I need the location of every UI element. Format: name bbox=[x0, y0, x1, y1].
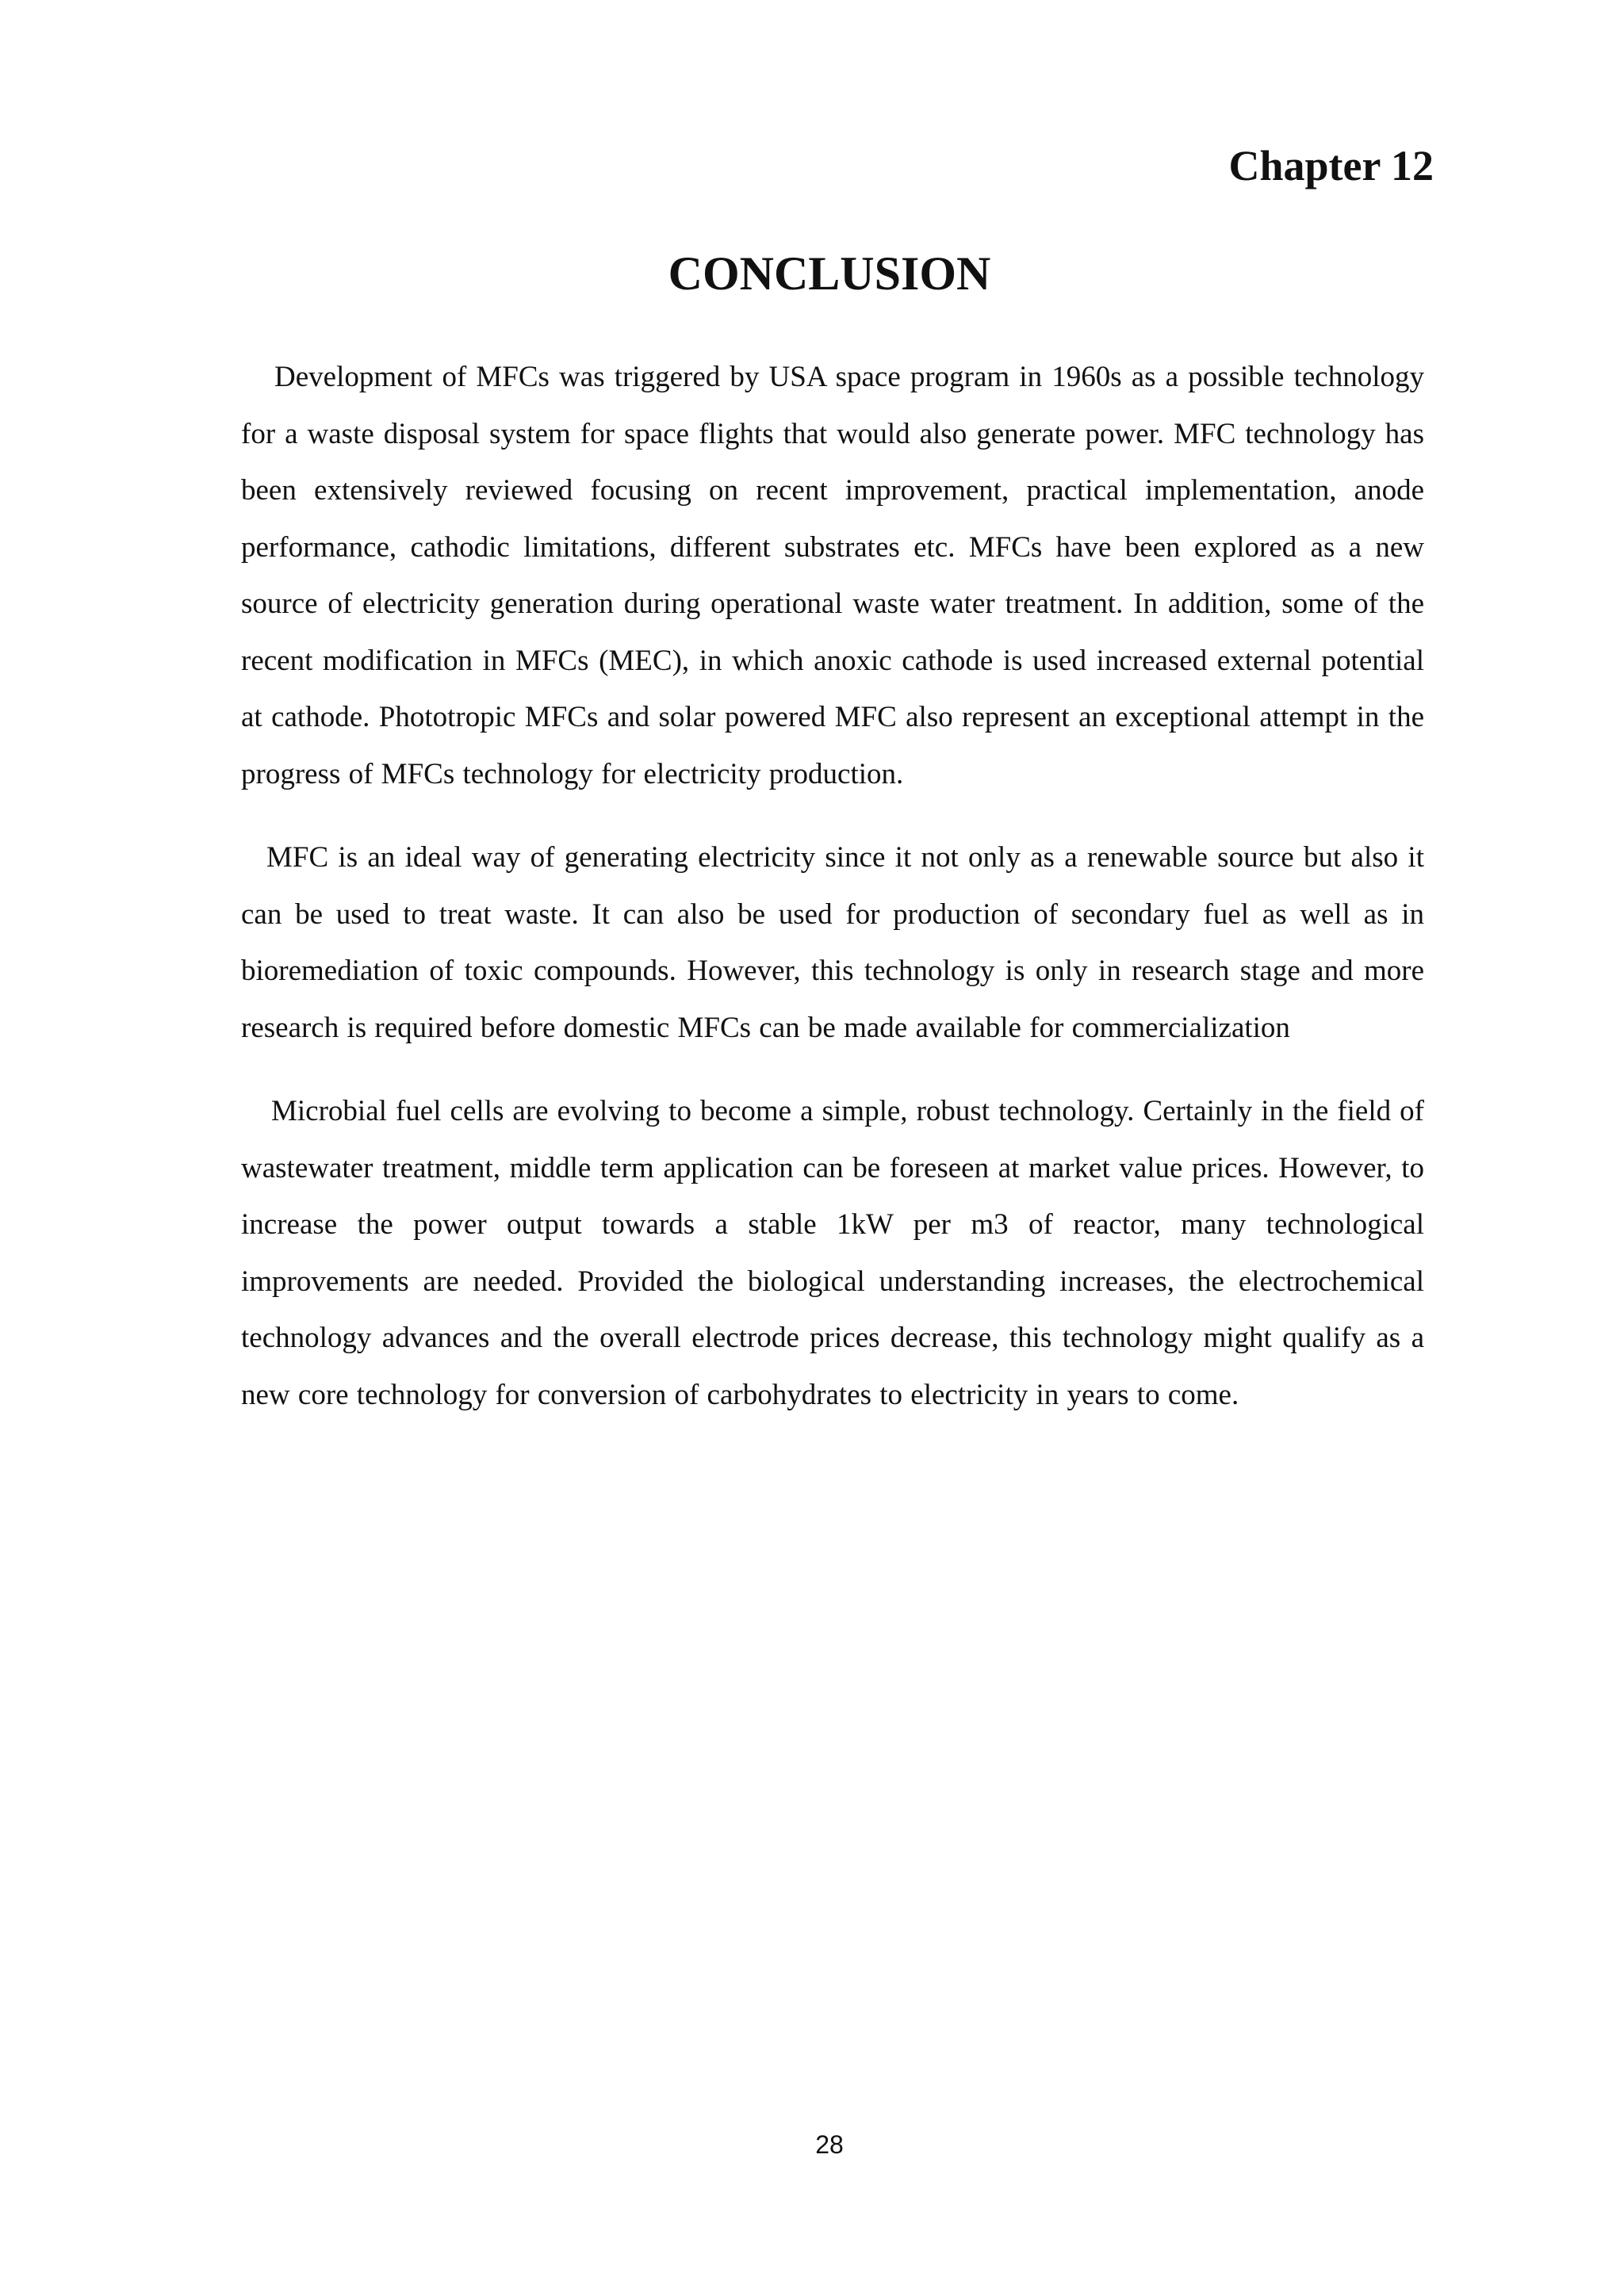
paragraph: MFC is an ideal way of generating electricity since it not only as a renewable source but also it can be used to treat waste. It can also be used for production of secondary fuel as well as in bioremediation of toxic compounds. However, this technology is only in research stage and more research is required before domestic MFCs can be made available for commercialization bbox=[241, 841, 1424, 1044]
page-title: CONCLUSION bbox=[668, 247, 991, 300]
paragraph: Microbial fuel cells are evolving to become a simple, robust technology. Certainly in the field of wastewater treatment, middle term application can be foreseen at market value prices. However, to increase the power output towards a stable 1kW per m3 of reactor, many technological improvements are needed. Provided the biological understanding increases, the electrochemical technology advances and the overall electrode prices decrease, this technology might qualify as a new core technology for conversion of carbohydrates to electricity in years to come. bbox=[241, 1095, 1424, 1411]
body-text bbox=[241, 349, 1424, 1423]
chapter-label: Chapter 12 bbox=[1228, 142, 1434, 189]
page-number: 28 bbox=[815, 2130, 844, 2159]
paragraph: Development of MFCs was triggered by USA space program in 1960s as a possible technology for a waste disposal system for space flights that would also generate power. MFC technology has been extensively reviewed focusing on recent improvement, practical implementation, anode performance, cathodic limitations, different substrates etc. MFCs have been explored as a new source of electricity generation during operational waste water treatment. In addition, some of the recent modification in MFCs (MEC), in which anoxic cathode is used increased external potential at cathode. Phototropic MFCs and solar powered MFC also represent an exceptional attempt in the progress of MFCs technology for electricity production. bbox=[241, 361, 1424, 790]
